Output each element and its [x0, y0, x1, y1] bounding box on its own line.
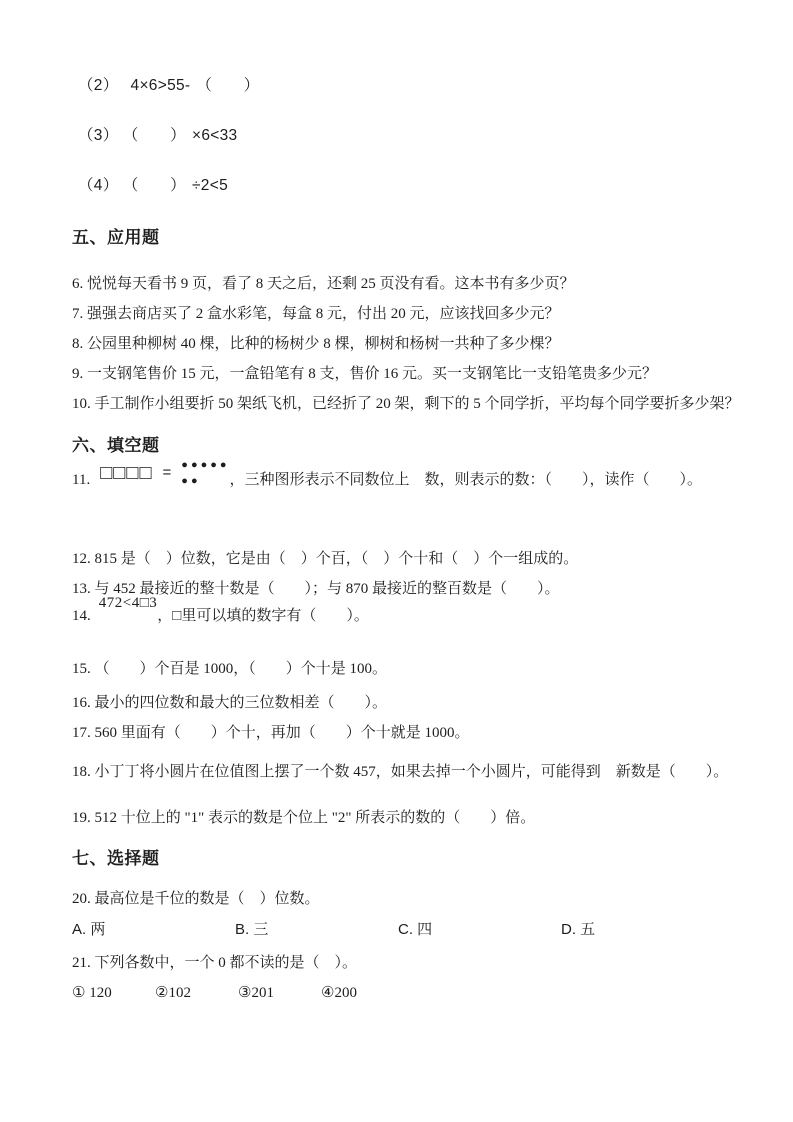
option-4: ④200: [321, 985, 357, 1001]
question-4-blank: （ ）: [130, 177, 186, 194]
question-12: 12. 815 是（ ）位数，它是由（ ）个百，（ ）个十和（ ）个一组成的。: [72, 551, 579, 567]
question-2-expression: 4×6>55-: [130, 77, 191, 94]
question-21: 21. 下列各数中，一个 0 都不读的是（ ）。: [72, 955, 358, 971]
question-14-formula: 472<4□3: [98, 595, 158, 611]
question-11-text: ，三种图形表示不同数位上 数，则表示的数：（ ），读作（ ）。: [229, 472, 703, 488]
section-6-title: 六、填空题: [72, 436, 160, 455]
question-4-expression: ÷2<5: [191, 177, 228, 194]
question-17: 17. 560 里面有（ ）个十，再加（ ）个十就是 1000。: [72, 725, 470, 741]
question-10: 10. 手工制作小组要折 50 架纸飞机，已经折了 20 架，剩下的 5 个同学折，平均每个同学要折多少架？: [72, 396, 740, 412]
option-3: ③201: [238, 985, 274, 1001]
section-5-title: 五、应用题: [72, 228, 160, 247]
question-11: [72, 459, 703, 490]
question-13: 13. 与 452 最接近的整十数是（ ）；与 870 最接近的整百数是（ ）。: [72, 581, 560, 597]
question-2-blank: （ ）: [196, 77, 260, 94]
squares-figure: □□□□: [100, 462, 153, 484]
option-d: D. 五: [561, 921, 596, 938]
question-11-number: 11.: [72, 472, 91, 488]
question-4-number: （4）: [78, 177, 119, 194]
equals-sign: =: [162, 464, 172, 481]
question-6: 6. 悦悦每天看书 9 页，看了 8 天之后，还剩 25 页没有看。这本书有多少页？: [72, 276, 575, 292]
question-18: 18. 小丁丁将小圆片在位值图上摆了一个数 457，如果去掉一个小圆片，可能得到 新数是（ ）。: [72, 764, 729, 780]
dots-row-bottom: ●●: [181, 475, 201, 487]
question-3-number: （3）: [78, 127, 119, 144]
question-14: [72, 595, 369, 626]
option-a: A. 两: [72, 921, 106, 938]
question-8: 8. 公园里种柳树 40 棵，比种的杨树少 8 棵，柳树和杨树一共种了多少棵？: [72, 336, 560, 352]
question-3-blank: （ ）: [130, 127, 186, 144]
question-11-place-value-figure: [100, 461, 229, 485]
question-20-options: [72, 920, 724, 940]
dots-row-top: ●●●●●: [181, 459, 230, 471]
question-7: 7. 强强去商店买了 2 盒水彩笔，每盒 8 元，付出 20 元，应该找回多少元？: [72, 306, 560, 322]
section-7-title: 七、选择题: [72, 849, 160, 868]
question-3-line: [78, 126, 237, 146]
question-4-line: [78, 176, 228, 196]
option-c: C. 四: [398, 921, 433, 938]
question-21-options: [72, 983, 404, 1003]
question-9: 9. 一支钢笔售价 15 元，一盒铅笔有 8 支，售价 16 元。买一支钢笔比一支铅笔贵多少元？: [72, 366, 658, 382]
dots-figure: [181, 461, 229, 485]
question-2-number: （2）: [78, 77, 119, 94]
option-2: ②102: [155, 985, 191, 1001]
question-3-expression: ×6<33: [191, 127, 238, 144]
question-16: 16. 最小的四位数和最大的三位数相差（ ）。: [72, 695, 388, 711]
question-14-number: 14.: [72, 608, 91, 624]
question-2-line: [78, 76, 260, 96]
question-20: 20. 最高位是千位的数是（ ）位数。: [72, 891, 320, 907]
question-19: 19. 512 十位上的 "1" 表示的数是个位上 "2" 所表示的数的（ ）倍。: [72, 810, 536, 826]
option-b: B. 三: [235, 921, 269, 938]
question-15: 15. （ ）个百是 1000，（ ）个十是 100。: [72, 661, 388, 677]
question-14-text: ，□里可以填的数字有（ ）。: [157, 608, 369, 624]
option-1: ① 120: [72, 985, 112, 1001]
